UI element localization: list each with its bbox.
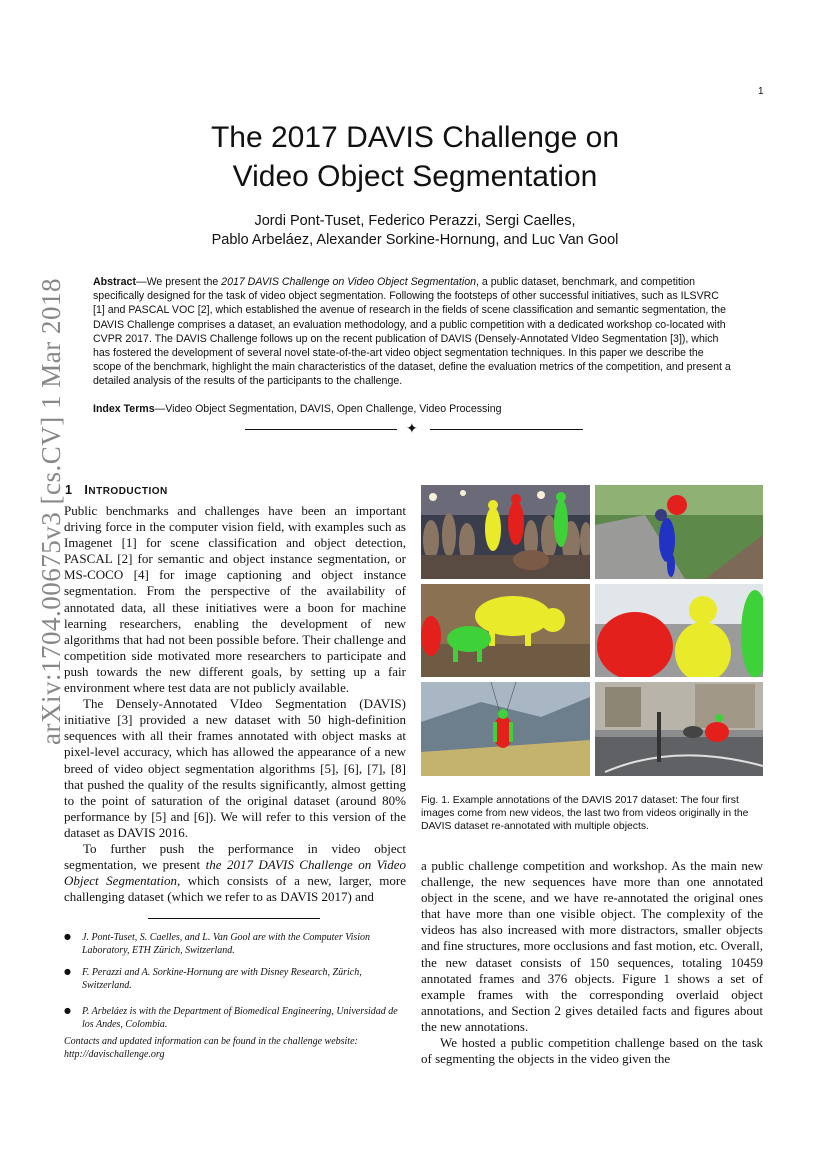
figure-image-skater: [595, 485, 763, 579]
right-paragraph-2: We hosted a public competition challenge based on the task of segmenting the objects in the video given the: [421, 1035, 763, 1067]
index-terms-text: Video Object Segmentation, DAVIS, Open Challenge, Video Processing: [165, 403, 502, 415]
abstract-emphasis: 2017 DAVIS Challenge on Video Object Segmentation: [221, 276, 476, 288]
abstract-label: Abstract: [93, 276, 136, 288]
index-terms-dash: —: [154, 403, 166, 415]
footnote-rule: [148, 918, 320, 919]
intro-paragraph-1: Public benchmarks and challenges have been an important driving force in the computer vision field, with examples such as Imagenet [1] for scene classification and object detection, PASCAL [2] for semantic and object instance segmentation, or MS-COCO [4] for image captioning and object instance segmentation. From the perspective of the availability of annotated data, all these initiatives were a boon for machine learning researchers, enabling the development of new algorithms that had not been possible before. Their challenge and competition side motivated more researchers to participate and push towards the new different goals, by setting up a fair environment where test data are not publicly available.: [64, 503, 406, 696]
footnote-3-text: P. Arbeláez is with the Department of Biomedical Engineering, Universidad de los Andes, Colombia.: [82, 1006, 398, 1030]
figure-image-crowd: [421, 485, 590, 579]
figure-caption: Fig. 1. Example annotations of the DAVIS 2017 dataset: The four first images come from new videos, the last two from videos originally in the DAVIS dataset re-annotated with multiple objects.: [421, 795, 749, 832]
intro-paragraph-3-emphasis: the 2017 DAVIS Challenge on Video Object Segmentation: [64, 857, 406, 889]
authors-line-1: Jordi Pont-Tuset, Federico Perazzi, Sergi Caelles,: [254, 213, 576, 229]
section-number: 1: [65, 483, 73, 497]
footnote-2: [64, 966, 406, 992]
footnote-3: [64, 1005, 406, 1031]
page-number: 1: [758, 86, 764, 97]
index-terms-label: Index Terms: [93, 403, 155, 415]
arxiv-identifier: arXiv:1704.00675v3 [cs.CV] 1 Mar 2018: [36, 278, 66, 745]
intro-paragraph-2: The Densely-Annotated VIdeo Segmentation (DAVIS) initiative [3] provided a new dataset with 50 high-definition sequences with all their frames annotated with object masks at pixel-level accuracy, which has allowed the appearance of a new breed of video object segmentation algorithms [5], [6], [7], [8] that pushed the quality of the results significantly, almost getting to the point of saturation of the original dataset (around 80% performance by [5] and [6]). We will refer to this version of the dataset as DAVIS 2016.: [64, 696, 406, 840]
section-title: INTRODUCTION: [84, 483, 168, 497]
footnote-1-text: J. Pont-Tuset, S. Caelles, and L. Van Gool are with the Computer Vision Laboratory, ETH Zürich, Switzerland.: [82, 932, 371, 956]
title-line-1: The 2017 DAVIS Challenge on: [210, 121, 620, 154]
bullet-icon: ●: [64, 967, 71, 976]
separator-rule-left: [245, 429, 397, 430]
figure-image-paraglider: [421, 682, 590, 776]
abstract-dash: —: [135, 276, 147, 288]
figure-image-street: [595, 682, 763, 776]
abstract: [93, 275, 733, 389]
intro-paragraph-3: [64, 841, 406, 905]
intro-paragraph-3-pre: To further push the performance in video object segmentation, we present: [64, 840, 406, 873]
figure-image-people: [595, 584, 763, 677]
title-line-2: Video Object Segmentation: [232, 160, 598, 193]
paper-title: [110, 118, 720, 196]
left-column-body: [64, 503, 406, 905]
intro-paragraph-3-post: , which consists of a new, larger, more challenging dataset (which we refer to as DAVIS 2017) and: [64, 873, 407, 905]
right-paragraph-1: a public challenge competition and workshop. As the main new challenge, the new sequences have more than one annotated object in the scene, and we have re-annotated the original ones that have more than one visible object. The complexity of the videos has also increased with more distractors, smaller objects and fine structures, more occlusions and fast motion, etc. Overall, the new dataset consists of 150 sequences, totaling 10459 annotated frames and 376 objects. Figure 1 shows a set of example frames with the corresponding overlaid object annotations, and Section 2 gives detailed facts and figures about the new annotations.: [421, 858, 763, 1034]
index-terms: [93, 403, 733, 415]
footnote-contact: Contacts and updated information can be found in the challenge website: http://davischallenge.org: [64, 1036, 358, 1060]
bullet-icon: ●: [64, 1006, 71, 1015]
abstract-body: , a public dataset, benchmark, and competition specifically designed for the task of video object segmentation. Following the footsteps of other successful initiatives, such as ILSVRC [1] and PASCAL VOC [2], which established the avenue of research in the fields of scene classification and semantic segmentation, the DAVIS Challenge comprises a dataset, an evaluation methodology, and a public competition with a dedicated workshop co-located with CVPR 2017. The DAVIS Challenge follows up on the recent publication of DAVIS (Densely-Annotated VIdeo Segmentation [3]), which has fostered the development of several novel state-of-the-art video object segmentation techniques. In this paper we describe the scope of the benchmark, highlight the main characteristics of the dataset, define the evaluation metrics of the competition, and present a detailed analysis of the results of the participants to the challenge.: [93, 276, 731, 388]
abstract-pre: We present the: [146, 276, 222, 288]
footnote-1: [64, 931, 406, 957]
figure-image-pig: [421, 584, 590, 677]
bullet-icon: ●: [64, 932, 71, 941]
authors-line-2: Pablo Arbeláez, Alexander Sorkine-Hornung, and Luc Van Gool: [211, 232, 619, 248]
section-heading: [65, 483, 168, 497]
diamond-star-icon: ✦: [406, 421, 418, 437]
separator-rule-right: [430, 429, 583, 430]
footnote-2-text: F. Perazzi and A. Sorkine-Hornung are with Disney Research, Zürich, Switzerland.: [82, 967, 362, 991]
right-column-body: [421, 858, 763, 1067]
